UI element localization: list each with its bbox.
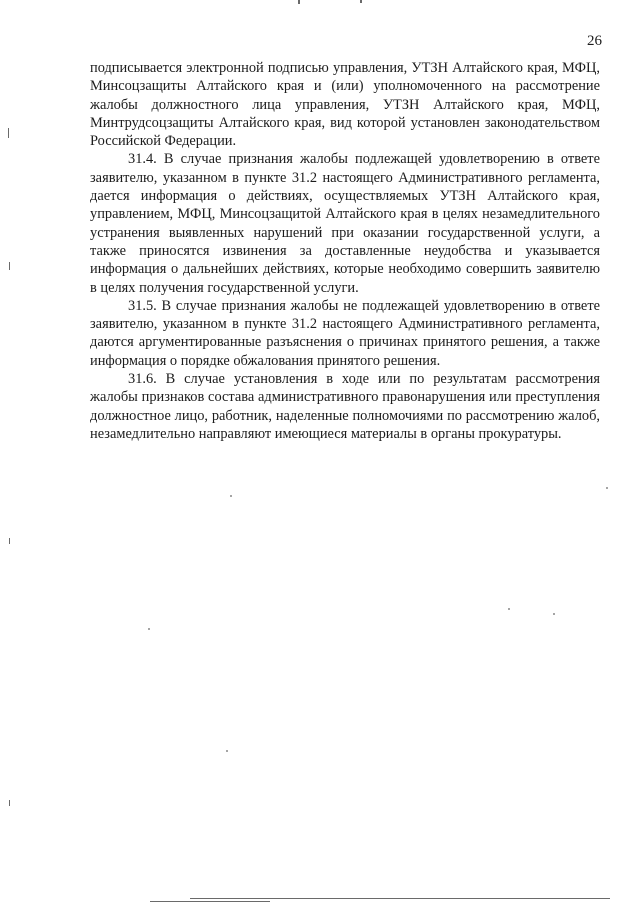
scan-artifact-top [360,0,362,3]
scan-artifact-left [8,128,9,138]
scan-speck [508,608,510,610]
scan-artifact-bottom [190,898,610,899]
page-number: 26 [587,33,602,49]
paragraph-continuation: подписывается электронной подписью управления, УТЗН Алтайского края, МФЦ, Минсоцзащиты Алтайского края и (или) уполномоченного на рассмотрение жалобы должностного лица управления, УТЗН Алтайского края, МФЦ, Минтрудсоцзащиты Алтайского края, вид которой установлен законодательством Российской Федерации. [90,60,600,150]
scan-artifact-left [9,800,10,806]
scan-artifact-left [9,262,10,270]
scan-speck [553,613,555,615]
scan-speck [226,750,228,752]
paragraph-31-5: 31.5. В случае признания жалобы не подлежащей удовлетворению в ответе заявителю, указанном в пункте 31.2 настоящего Административного регламента, даются аргументированные разъяснения о причинах принятого решения, а также информация о порядке обжалования принятого решения. [90,297,600,369]
scan-artifact-top [298,0,300,4]
scan-artifact-left [9,538,10,544]
scan-speck [606,487,608,489]
document-body [90,59,600,443]
scan-speck [230,495,232,497]
paragraph-31-6: 31.6. В случае установления в ходе или по результатам рассмотрения жалобы признаков состава административного правонарушения или преступления должностное лицо, работник, наделенные полномочиями по рассмотрению жалоб, незамедлительно направляют имеющиеся материалы в органы прокуратуры. [90,371,600,442]
scan-artifact-bottom [150,901,270,902]
paragraph-31-4: 31.4. В случае признания жалобы подлежащей удовлетворению в ответе заявителю, указанном в пункте 31.2 настоящего Административного регламента, дается информация о действиях, осуществляемых УТЗН Алтайского края, управлением, МФЦ, Минсоцзащитой Алтайского края в целях незамедлительного устранения выявленных нарушений при оказании государственной услуги, а также приносятся извинения за доставленные неудобства и указывается информация о дальнейших действиях, которые необходимо совершить заявителю в целях получения государственной услуги. [90,151,600,296]
scan-speck [148,628,150,630]
